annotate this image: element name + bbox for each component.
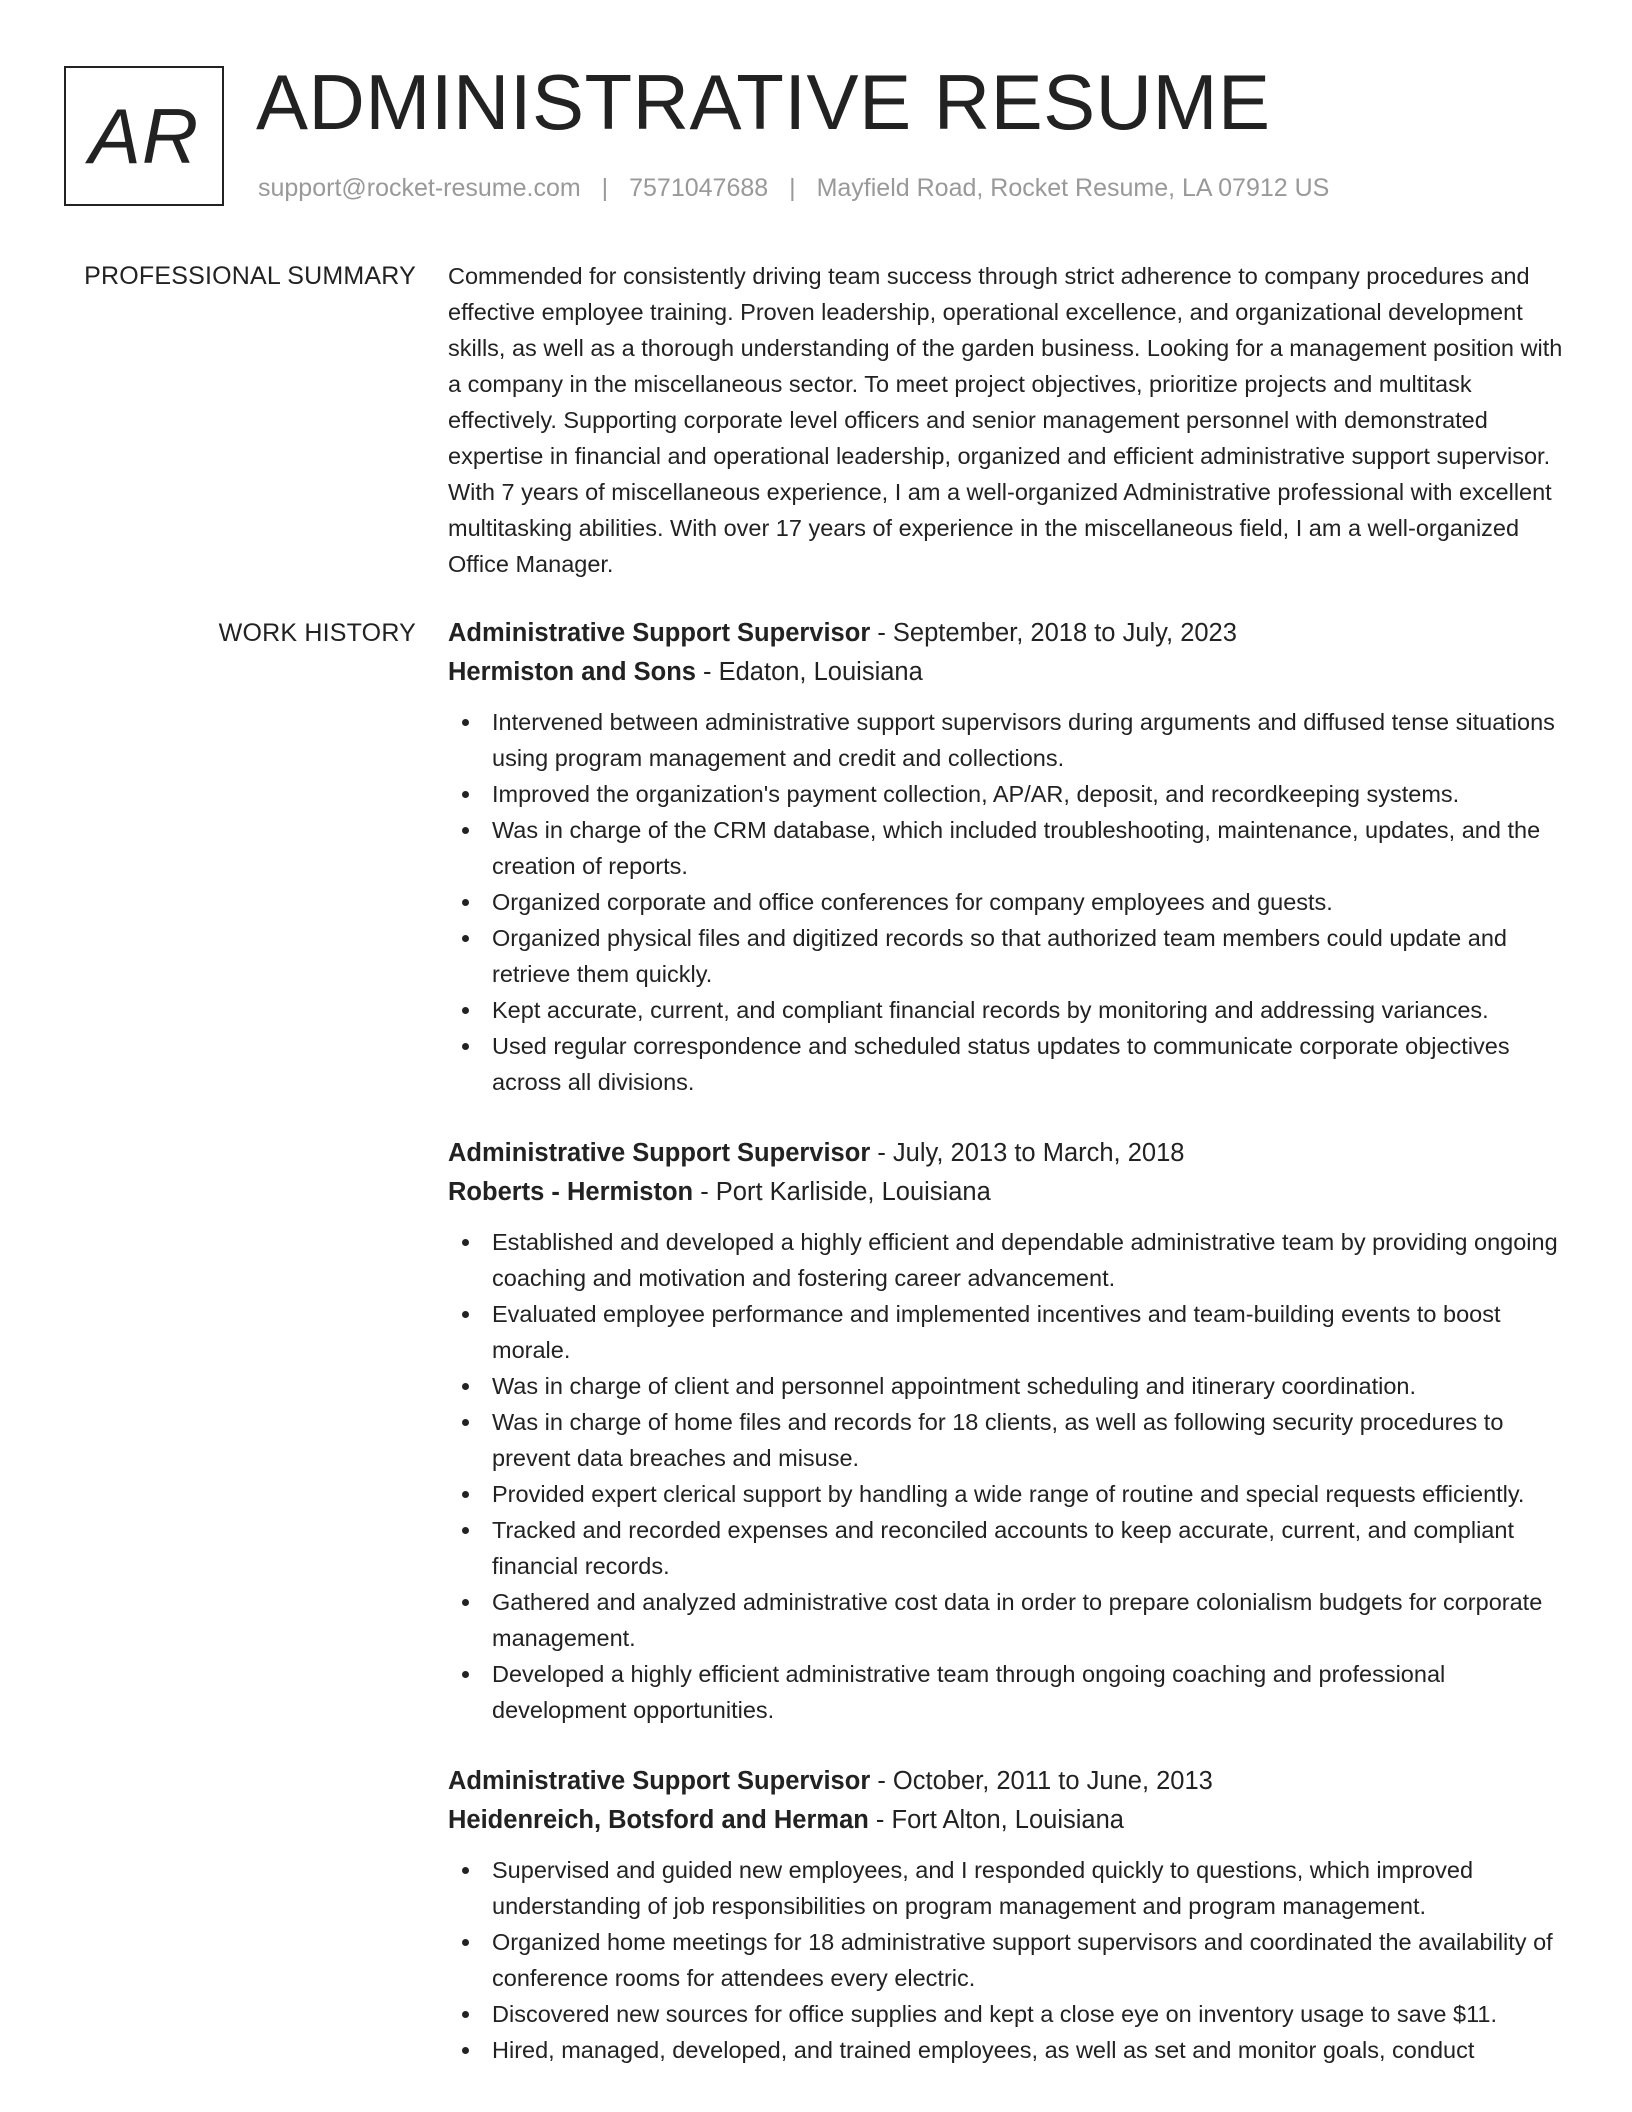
- job-header: [448, 614, 1568, 653]
- resume-title: ADMINISTRATIVE RESUME: [256, 58, 1271, 146]
- job-bullet: [448, 1852, 1568, 1924]
- job-bullet-text: Developed a highly efficient administrative team through ongoing coaching and professional development opportunities.: [492, 1661, 1446, 1723]
- job-dates: - July, 2013 to March, 2018: [870, 1139, 1185, 1167]
- job-location: - Port Karliside, Louisiana: [693, 1178, 991, 1206]
- work-history-label: WORK HISTORY: [218, 619, 416, 647]
- job-bullet: [448, 1404, 1568, 1476]
- job-bullet: [448, 1224, 1568, 1296]
- job-bullet-list: [448, 1224, 1568, 1728]
- bullet-dot-icon: [462, 2047, 469, 2054]
- bullet-dot-icon: [462, 1867, 469, 1874]
- job-bullet-text: Was in charge of the CRM database, which included troubleshooting, maintenance, updates, and the creation of reports.: [492, 817, 1541, 879]
- bullet-dot-icon: [462, 1599, 469, 1606]
- job-bullet-text: Supervised and guided new employees, and I responded quickly to questions, which improved understanding of job responsibilities on program management and program management.: [492, 1857, 1474, 1919]
- bullet-dot-icon: [462, 2011, 469, 2018]
- bullet-dot-icon: [462, 1939, 469, 1946]
- job-bullet-text: Kept accurate, current, and compliant financial records by monitoring and addressing variances.: [492, 997, 1489, 1023]
- job-dates: - October, 2011 to June, 2013: [870, 1767, 1213, 1795]
- bullet-dot-icon: [462, 1007, 469, 1014]
- job-bullet-list: [448, 1852, 1568, 2068]
- job-location: - Fort Alton, Louisiana: [868, 1806, 1124, 1834]
- job-company: Hermiston and Sons: [448, 658, 696, 686]
- job-location: - Edaton, Louisiana: [695, 658, 923, 686]
- bullet-dot-icon: [462, 1239, 469, 1246]
- job-bullet: [448, 1028, 1568, 1100]
- contact-email: support@rocket-resume.com: [258, 174, 581, 202]
- job-bullet-text: Hired, managed, developed, and trained employees, as well as set and monitor goals, conduct: [492, 2037, 1475, 2063]
- job-bullet-text: Discovered new sources for office supplies and kept a close eye on inventory usage to save $11.: [492, 2001, 1497, 2027]
- job-title: Administrative Support Supervisor: [448, 619, 871, 647]
- job-bullet-text: Organized corporate and office conferences for company employees and guests.: [492, 889, 1333, 915]
- job-company: Roberts - Hermiston: [448, 1178, 694, 1206]
- job-title: Administrative Support Supervisor: [448, 1139, 871, 1167]
- monogram-text: AR: [88, 91, 200, 180]
- job-header: [448, 1134, 1568, 1173]
- bullet-dot-icon: [462, 1383, 469, 1390]
- job-dates: - September, 2018 to July, 2023: [870, 619, 1237, 647]
- job-entry: [448, 1762, 1568, 2068]
- bullet-dot-icon: [462, 935, 469, 942]
- bullet-dot-icon: [462, 1419, 469, 1426]
- job-title: Administrative Support Supervisor: [448, 1767, 871, 1795]
- job-bullet-text: Was in charge of client and personnel appointment scheduling and itinerary coordination.: [492, 1373, 1417, 1399]
- job-bullet: [448, 920, 1568, 992]
- job-entry: [448, 614, 1568, 1100]
- job-bullet-text: Tracked and recorded expenses and reconciled accounts to keep accurate, current, and compliant financial records.: [492, 1517, 1514, 1579]
- bullet-dot-icon: [462, 1527, 469, 1534]
- monogram-logo: [64, 66, 224, 206]
- job-bullet: [448, 1924, 1568, 1996]
- job-bullet: [448, 884, 1568, 920]
- job-bullet-text: Provided expert clerical support by handling a wide range of routine and special requests efficiently.: [492, 1481, 1525, 1507]
- bullet-dot-icon: [462, 1311, 469, 1318]
- bullet-dot-icon: [462, 791, 469, 798]
- job-bullet: [448, 1476, 1568, 1512]
- job-bullet: [448, 776, 1568, 812]
- contact-separator: |: [601, 174, 609, 202]
- job-employer: [448, 1801, 1568, 1840]
- job-bullet: [448, 1996, 1568, 2032]
- contact-address: Mayfield Road, Rocket Resume, LA 07912 US: [816, 174, 1330, 202]
- work-history-section: [448, 614, 1568, 2102]
- job-bullet: [448, 2032, 1568, 2068]
- job-bullet-text: Intervened between administrative support supervisors during arguments and diffused tense situations using program management and credit and collections.: [492, 709, 1555, 771]
- summary-section: [448, 258, 1568, 582]
- summary-text: Commended for consistently driving team success through strict adherence to company procedures and effective employee training. Proven leadership, operational excellence, and organizational development skills, as well as a thorough understanding of the garden business. Looking for a management position with a company in the miscellaneous sector. To meet project objectives, prioritize projects and multitask effectively. Supporting corporate level officers and senior management personnel with demonstrated expertise in financial and operational leadership, organized and efficient administrative support supervisor. With 7 years of miscellaneous experience, I am a well-organized Administrative professional with excellent multitasking abilities. With over 17 years of experience in the miscellaneous field, I am a well-organized Office Manager.: [448, 263, 1563, 577]
- job-entry: [448, 1134, 1568, 1728]
- bullet-dot-icon: [462, 1043, 469, 1050]
- job-bullet-text: Improved the organization's payment collection, AP/AR, deposit, and recordkeeping systems.: [492, 781, 1460, 807]
- job-bullet-text: Organized home meetings for 18 administrative support supervisors and coordinated the availability of conference rooms for attendees every electric.: [492, 1929, 1553, 1991]
- job-bullet-text: Organized physical files and digitized records so that authorized team members could update and retrieve them quickly.: [492, 925, 1507, 987]
- job-bullet: [448, 992, 1568, 1028]
- contact-line: [258, 174, 1329, 203]
- contact-separator: |: [789, 174, 796, 202]
- job-bullet: [448, 1296, 1568, 1368]
- job-bullet-list: [448, 704, 1568, 1100]
- bullet-dot-icon: [462, 1671, 469, 1678]
- job-employer: [448, 653, 1568, 692]
- bullet-dot-icon: [462, 899, 469, 906]
- job-bullet: [448, 1512, 1568, 1584]
- job-bullet-text: Gathered and analyzed administrative cost data in order to prepare colonialism budgets for corporate management.: [492, 1589, 1543, 1651]
- job-bullet-text: Was in charge of home files and records for 18 clients, as well as following security procedures to prevent data breaches and misuse.: [492, 1409, 1504, 1471]
- job-bullet-text: Established and developed a highly efficient and dependable administrative team by providing ongoing coaching and motivation and fostering career advancement.: [492, 1229, 1558, 1291]
- job-employer: [448, 1173, 1568, 1212]
- job-header: [448, 1762, 1568, 1801]
- bullet-dot-icon: [462, 827, 469, 834]
- job-bullet: [448, 1368, 1568, 1404]
- job-bullet-text: Evaluated employee performance and implemented incentives and team-building events to boost morale.: [492, 1301, 1501, 1363]
- bullet-dot-icon: [462, 719, 469, 726]
- job-bullet: [448, 812, 1568, 884]
- job-bullet: [448, 1656, 1568, 1728]
- bullet-dot-icon: [462, 1491, 469, 1498]
- job-bullet-text: Used regular correspondence and scheduled status updates to communicate corporate objectives across all divisions.: [492, 1033, 1510, 1095]
- job-company: Heidenreich, Botsford and Herman: [448, 1806, 869, 1834]
- job-bullet: [448, 704, 1568, 776]
- contact-phone: 7571047688: [629, 174, 769, 202]
- summary-label: PROFESSIONAL SUMMARY: [84, 262, 416, 290]
- job-bullet: [448, 1584, 1568, 1656]
